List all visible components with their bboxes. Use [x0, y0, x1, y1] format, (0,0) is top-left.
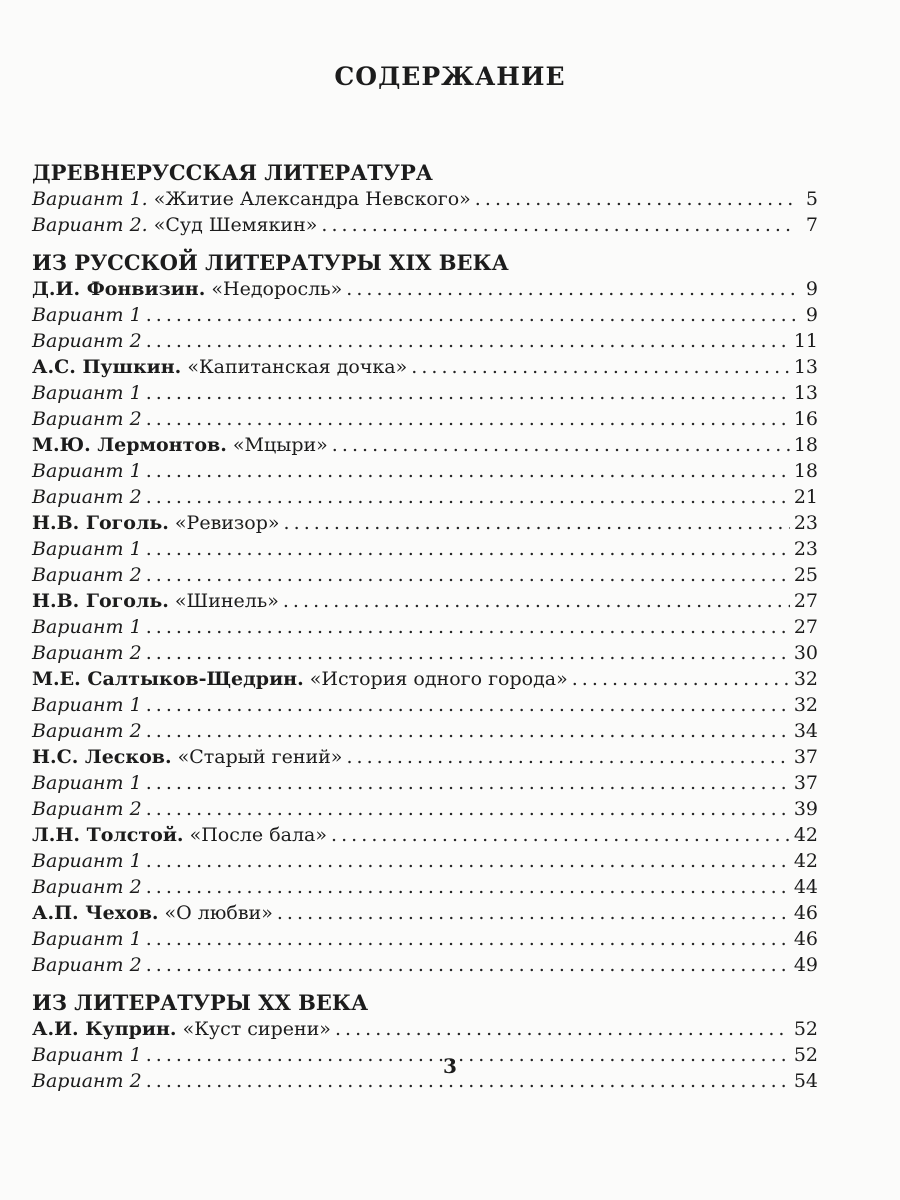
section-heading-20th-century: ИЗ ЛИТЕРАТУРЫ XX ВЕКА	[32, 990, 369, 1015]
toc-leader-dots	[146, 564, 790, 586]
toc-entry-label	[32, 772, 142, 794]
toc-leader-dots	[146, 330, 790, 352]
toc-entry	[32, 824, 818, 850]
toc-entry-label	[32, 382, 142, 404]
toc-leader-dots	[146, 382, 790, 404]
toc-entry	[32, 642, 818, 668]
toc-leader-dots	[411, 356, 790, 378]
toc-entry-variant: Вариант 1	[32, 382, 142, 404]
toc-entry-page: 16	[793, 408, 818, 430]
toc-entry-page: 52	[793, 1044, 818, 1066]
toc-entry-label	[32, 954, 142, 976]
toc-leader-dots	[146, 954, 790, 976]
page-number: 3	[443, 1054, 457, 1078]
toc-entry-page: 46	[793, 902, 818, 924]
toc-entry	[32, 798, 818, 824]
toc-entry	[32, 668, 818, 694]
toc-entry-work: «Мцыри»	[226, 434, 328, 456]
toc-entry	[32, 434, 818, 460]
toc-entry	[32, 876, 818, 902]
toc-entry-label	[32, 188, 471, 210]
toc-entry-label	[32, 876, 142, 898]
toc-entry-label	[32, 798, 142, 820]
toc-entry	[32, 564, 818, 590]
toc-entry-label	[32, 850, 142, 872]
toc-entry	[32, 746, 818, 772]
toc-entry-page: 37	[793, 746, 818, 768]
toc-entry-label	[32, 330, 142, 352]
toc-entry-variant: Вариант 2	[32, 798, 142, 820]
toc-leader-dots	[146, 720, 790, 742]
toc-entry-variant: Вариант 1	[32, 538, 142, 560]
toc-entry-variant: Вариант 2	[32, 408, 142, 430]
toc-entry-label	[32, 214, 317, 236]
toc-entry-variant: Вариант 2	[32, 954, 142, 976]
toc-entry-label	[32, 1018, 331, 1040]
toc-entry-page: 42	[793, 824, 818, 846]
toc-leader-dots	[331, 824, 790, 846]
toc-leader-dots	[146, 538, 790, 560]
toc-entry-variant: Вариант 1	[32, 304, 142, 326]
toc-entry-page: 52	[793, 1018, 818, 1040]
toc-entry-label	[32, 590, 279, 612]
toc-entry-variant: Вариант 2	[32, 720, 142, 742]
toc-entry-page: 23	[793, 538, 818, 560]
toc-leader-dots	[321, 214, 796, 236]
toc-entry-label	[32, 694, 142, 716]
toc-entry-label	[32, 824, 327, 846]
toc-entry-author: Н.В. Гоголь.	[32, 590, 169, 612]
toc-entry-work: «О любви»	[158, 902, 273, 924]
toc-leader-dots	[346, 746, 789, 768]
toc-entry	[32, 382, 818, 408]
section-heading-19th-century: ИЗ РУССКОЙ ЛИТЕРАТУРЫ XIX ВЕКА	[32, 250, 509, 275]
toc-entry-page: 18	[793, 460, 818, 482]
toc-entry-page: 39	[793, 798, 818, 820]
toc-entry-label	[32, 902, 273, 924]
toc-entry-page: 11	[793, 330, 818, 352]
toc-entry-label	[32, 746, 342, 768]
toc-entry-page: 37	[793, 772, 818, 794]
toc-entry-label	[32, 460, 142, 482]
toc-leader-dots	[475, 188, 796, 210]
toc-entry-author: А.П. Чехов.	[32, 902, 159, 924]
toc-leader-dots	[146, 304, 796, 326]
section-heading-old-russian: ДРЕВНЕРУССКАЯ ЛИТЕРАТУРА	[32, 160, 433, 185]
toc-entry-page: 13	[793, 382, 818, 404]
toc-entry-variant: Вариант 2	[32, 486, 142, 508]
toc-entry-page: 49	[793, 954, 818, 976]
toc-entry-page: 27	[793, 590, 818, 612]
toc-entry	[32, 694, 818, 720]
toc-entry-page: 9	[805, 278, 818, 300]
toc-entry-work: «Недоросль»	[205, 278, 343, 300]
toc-entry-label	[32, 434, 328, 456]
toc-entry-variant: Вариант 1	[32, 928, 142, 950]
toc-entry-page: 25	[793, 564, 818, 586]
toc-entry-author: Л.Н. Толстой.	[32, 824, 184, 846]
toc-entry-page: 5	[805, 188, 818, 210]
toc-entry	[32, 460, 818, 486]
toc-entry-work: «Шинель»	[168, 590, 279, 612]
toc-entry-work: «Суд Шемякин»	[147, 214, 318, 236]
toc-entry-page: 23	[793, 512, 818, 534]
toc-leader-dots	[277, 902, 790, 924]
toc-entry	[32, 330, 818, 356]
toc-entry-label	[32, 564, 142, 586]
toc-entry-label	[32, 512, 280, 534]
toc-entry-page: 34	[793, 720, 818, 742]
toc-entry-page: 54	[793, 1070, 818, 1092]
toc-entry-author: Н.С. Лесков.	[32, 746, 172, 768]
toc-entry-label	[32, 538, 142, 560]
toc-leader-dots	[284, 512, 790, 534]
toc-entry	[32, 772, 818, 798]
toc-entry	[32, 616, 818, 642]
toc-leader-dots	[146, 798, 790, 820]
toc-entry-variant: Вариант 1	[32, 850, 142, 872]
toc-entry	[32, 954, 818, 980]
toc-entry	[32, 538, 818, 564]
toc-entry	[32, 356, 818, 382]
page-title: СОДЕРЖАНИЕ	[334, 62, 566, 91]
toc-entry-work: «Ревизор»	[168, 512, 280, 534]
toc-entry-page: 13	[793, 356, 818, 378]
toc-leader-dots	[146, 772, 790, 794]
toc-entry-label	[32, 642, 142, 664]
toc-entry-work: «Старый гений»	[171, 746, 343, 768]
toc-entry-work: «История одного города»	[303, 668, 568, 690]
toc-entry	[32, 214, 818, 240]
toc-entry-label	[32, 486, 142, 508]
toc-entry-page: 7	[805, 214, 818, 236]
toc-entry-work: «Капитанская дочка»	[181, 356, 408, 378]
toc-entry-label	[32, 928, 142, 950]
toc-entry-author: А.С. Пушкин.	[32, 356, 182, 378]
toc-entry-page: 32	[793, 668, 818, 690]
toc-entry-variant: Вариант 2	[32, 642, 142, 664]
toc-entry-page: 44	[793, 876, 818, 898]
toc-entry-label	[32, 616, 142, 638]
toc-entry	[32, 408, 818, 434]
toc-entry-author: А.И. Куприн.	[32, 1018, 177, 1040]
toc-entry-author: Н.В. Гоголь.	[32, 512, 169, 534]
toc-entry-variant: Вариант 2.	[32, 214, 148, 236]
toc-entry-label	[32, 356, 407, 378]
toc-entry-page: 27	[793, 616, 818, 638]
toc-entry-page: 42	[793, 850, 818, 872]
toc-entry-page: 46	[793, 928, 818, 950]
toc-entry-work: «Куст сирени»	[176, 1018, 331, 1040]
toc-leader-dots	[146, 486, 790, 508]
toc-leader-dots	[332, 434, 790, 456]
toc-entry-variant: Вариант 2	[32, 1070, 142, 1092]
toc-entry-label	[32, 304, 142, 326]
toc-entry	[32, 188, 818, 214]
toc-entry-author: Д.И. Фонвизин.	[32, 278, 206, 300]
toc-leader-dots	[283, 590, 790, 612]
toc-entry-page: 9	[805, 304, 818, 326]
toc-leader-dots	[572, 668, 790, 690]
toc-leader-dots	[335, 1018, 790, 1040]
toc-entry-page: 30	[793, 642, 818, 664]
toc-leader-dots	[346, 278, 796, 300]
toc-entry-label	[32, 668, 568, 690]
toc-entry-variant: Вариант 1	[32, 616, 142, 638]
toc-entry-work: «Житие Александра Невского»	[147, 188, 471, 210]
toc-entry-label	[32, 720, 142, 742]
toc-entry	[32, 928, 818, 954]
toc-entry-variant: Вариант 1	[32, 772, 142, 794]
toc-entry-variant: Вариант 2	[32, 876, 142, 898]
toc-entry	[32, 720, 818, 746]
toc-entry-variant: Вариант 2	[32, 564, 142, 586]
toc-entry-page: 18	[793, 434, 818, 456]
toc-leader-dots	[146, 694, 790, 716]
toc-entry	[32, 902, 818, 928]
toc-entry	[32, 304, 818, 330]
toc-entry-variant: Вариант 2	[32, 330, 142, 352]
toc-entry	[32, 1018, 818, 1044]
toc-entry	[32, 850, 818, 876]
toc-entry-page: 21	[793, 486, 818, 508]
toc-entry-author: М.Е. Салтыков-Щедрин.	[32, 668, 304, 690]
toc-entry-variant: Вариант 1	[32, 1044, 142, 1066]
toc-leader-dots	[146, 642, 790, 664]
toc-entry-variant: Вариант 1.	[32, 188, 148, 210]
toc-leader-dots	[146, 850, 790, 872]
toc-leader-dots	[146, 928, 790, 950]
toc-entry	[32, 512, 818, 538]
toc-entry	[32, 278, 818, 304]
toc-leader-dots	[146, 408, 790, 430]
toc-entry-variant: Вариант 1	[32, 694, 142, 716]
toc-entry-author: М.Ю. Лермонтов.	[32, 434, 227, 456]
toc-leader-dots	[146, 876, 790, 898]
toc-leader-dots	[146, 616, 790, 638]
toc-leader-dots	[146, 460, 790, 482]
toc-entry-label	[32, 408, 142, 430]
toc-entry-page: 32	[793, 694, 818, 716]
toc-entry-work: «После бала»	[183, 824, 327, 846]
toc-entry-label	[32, 278, 342, 300]
toc-entry	[32, 590, 818, 616]
toc-entry	[32, 486, 818, 512]
toc-entry-variant: Вариант 1	[32, 460, 142, 482]
